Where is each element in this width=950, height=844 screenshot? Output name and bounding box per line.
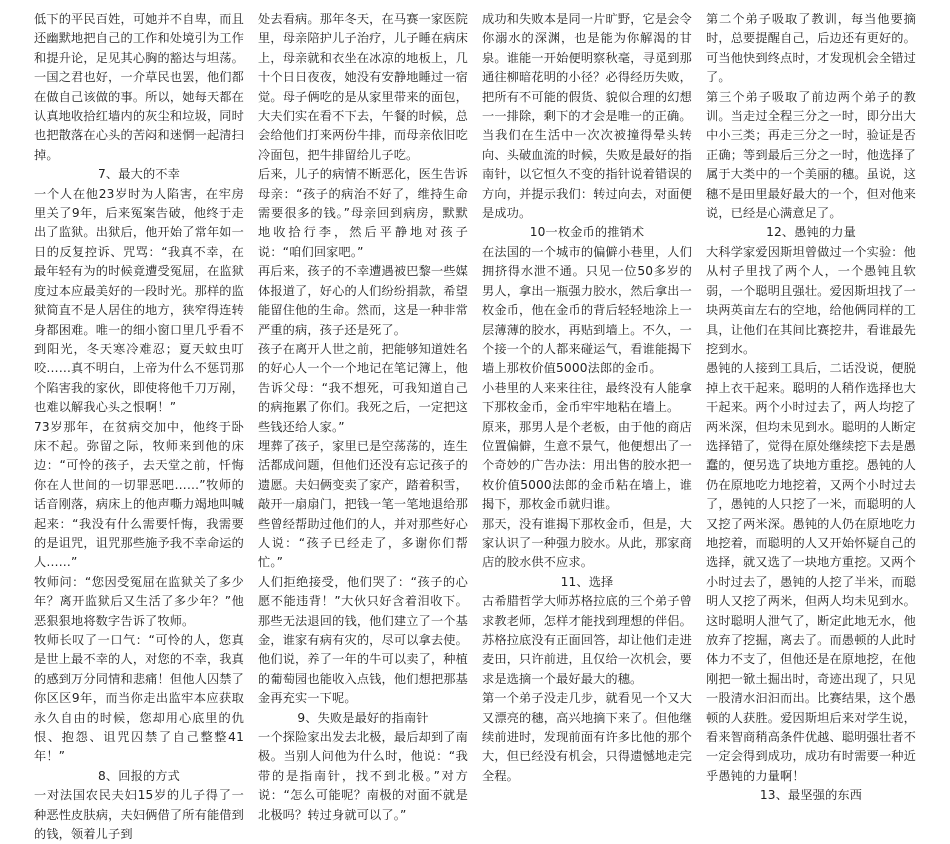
paragraph: 原来，那男人是个老板，由于他的商店位置偏僻，生意不景气，他便想出了一个奇妙的广告办法：用出售的胶水把一枚价值5000法郎的金币粘在墙上，谁揭下，那枚金币就归谁。	[482, 419, 692, 512]
section-heading: 13、最坚强的东西	[759, 788, 863, 803]
paragraph: 孩子在离开人世之前，把能够知道姓名的好心人一个一个地记在笔记簿上，他告诉父母：“我不想死，可我知道自己的病拖累了你们。我死之后，一定把这些钱还给人家。”	[258, 341, 468, 434]
paragraph: 当我们在生活中一次次被撞得晕头转向、头破血流的时候，失败是最好的指南针，以它恒久不变的指针说着错误的方向，并提示我们：转过向去，对面便是成功。	[482, 128, 692, 221]
paragraph: 第三个弟子吸取了前边两个弟子的教训。当走过全程三分之一时，即分出大中小三类；再走三分之一时，验证是否正确；等到最后三分之一时，他选择了属于大类中的一个美丽的穗。虽说，这穗不是田里最好最大的一个，但对他来说，已经是心满意足了。	[706, 89, 916, 221]
section-heading: 12、愚钝的力量	[766, 225, 856, 240]
section-heading: 10一枚金币的推销术	[529, 225, 645, 240]
paragraph: 那天，没有谁揭下那枚金币，但是，大家认识了一种强力胶水。从此，那家商店的胶水供不应求。	[482, 516, 692, 570]
paragraph: 处去看病。那年冬天，在马赛一家医院里，母亲陪护儿子治疗，儿子睡在病床上，母亲就和衣坐在冰凉的地板上，几十个日日夜夜，她没有安静地睡过一宿觉。母子俩吃的是从家里带来的面包，大夫们实在看不下去，午餐的时候，总会给他们打来两份牛排，而母亲依旧吃冷面包，把牛排留给儿子吃。	[258, 12, 468, 162]
section-heading: 9、失败是最好的指南针	[297, 710, 429, 725]
paragraph: 低下的平民百姓，可她并不自卑，而且还幽默地把自己的工作和处境引为工作和提升论，足见其心胸的豁达与坦荡。一国之君也好，一介草民也罢，他们都在做自己该做的事。所以，她每天都在认真地收拾红墙内的灰尘和垃圾，同时也把散落在心头的苦闷和迷惘一起清扫掉。	[34, 12, 244, 162]
paragraph: 后来，儿子的病情不断恶化，医生告诉母亲：“孩子的病治不好了，维持生命需要很多的钱。”母亲回到病房，默默地收拾行李，然后平静地对孩子说：“咱们回家吧。”	[258, 167, 468, 259]
section-heading: 11、选择	[560, 574, 614, 589]
text-column-3	[482, 10, 692, 786]
paragraph: 成功和失败本是同一片旷野，它是会令你溺水的深渊，也是能为你解渴的甘泉。谁能一开始便明察秋毫，寻觅到那通往柳暗花明的小径？必得经历失败，把所有不可能的假货、貌似合理的幻想一一排除，剩下的才会是唯一的正确。	[482, 12, 692, 124]
paragraph: 愚钝的人接到工具后，二话没说，便脱掉上衣干起来。聪明的人稍作选择也大干起来。两个小时过去了，两人均挖了两米深，但均未见到水。聪明的人断定选择错了，觉得在原处继续挖下去是愚蠢的，便另选了块地方重挖。愚钝的人仍在原地吃力地挖着，又两个小时过去了，愚钝的人只挖了一米，而聪明的人又挖了两米深。愚钝的人仍在原地吃力地挖着，而聪明的人又开始怀疑自己的选择，就又选了一块地方重挖。又两个小时过去了，愚钝的人挖了半米，而聪明人又挖了两米，但两人均未见到水。这时聪明人泄气了，断定此地无水，他放弃了挖掘，离去了。而愚顿的人此时体力不支了，但他还是在原地挖，在他刚把一锨土掘出时，奇迹出现了，只见一股清水汩汩而出。比赛结果，这个愚顿的人获胜。爱因斯坦后来对学生说，看来智商稍高条件优越、聪明强壮者不一定会得到成功，成功有时需要一种近乎愚钝的力量啊！	[706, 361, 916, 783]
paragraph: 古希腊哲学大师苏格拉底的三个弟子曾求教老师，怎样才能找到理想的伴侣。苏格拉底没有正面回答，却让他们走进麦田，只许前进，且仅给一次机会，要求是选摘一个最好最大的穗。	[482, 594, 692, 686]
paragraph: 在法国的一个城市的偏僻小巷里，人们拥挤得水泄不通。只见一位50多岁的男人，拿出一瓶强力胶水，然后拿出一枚金币，他在金币的背后轻轻地涂上一层薄薄的胶水，再贴到墙上。不久，一个接一个的人都来碰运气，看谁能揭下墙上那枚价值5000法郎的金币。	[482, 244, 692, 376]
paragraph: 73岁那年，在贫病交加中，他终于卧床不起。弥留之际，牧师来到他的床边：“可怜的孩子，去天堂之前，忏悔你在人世间的一切罪恶吧……”牧师的话音刚落，病床上的他声嘶力竭地叫喊起来：“我没有什么需要忏悔，我需要的是诅咒，诅咒那些施予我不幸命运的人……”	[34, 419, 244, 570]
paragraph: 第二个弟子吸取了教训，每当他要摘时，总要提醒自己，后边还有更好的。可当他快到终点时，才发现机会全错过了。	[706, 12, 916, 85]
paragraph: 一个人在他23岁时为人陷害，在牢房里关了9年，后来冤案告破，他终于走出了监狱。出狱后，他开始了常年如一日的反复控诉、咒骂：“我真不幸，在最年轻有为的时候竟遭受冤屈，在监狱度过本应最美好的一段时光。那样的监狱简直不是人居住的地方，狭窄得连转身都困难。唯一的细小窗口里几乎看不到阳光，冬天寒冷难忍；夏天蚊虫叮咬……真不明白，上帝为什么不惩罚那个陷害我的家伙，即使将他千刀万剐，也难以解我心头之恨啊！”	[34, 186, 244, 415]
paragraph: 小巷里的人来来往往，最终没有人能拿下那枚金币，金币牢牢地粘在墙上。	[482, 380, 692, 415]
section-heading: 7、最大的不幸	[98, 167, 180, 182]
text-column-2	[258, 10, 468, 825]
text-column-1	[34, 10, 244, 844]
section-heading: 8、回报的方式	[98, 768, 180, 783]
paragraph: 第一个弟子没走几步，就看见一个又大又漂亮的穗，高兴地摘下来了。但他继续前进时，发现前面有许多比他的那个大，但已经没有机会，只得遗憾地走完全程。	[482, 691, 692, 783]
paragraph: 牧师问：“您因受冤屈在监狱关了多少年？离开监狱后又生活了多少年？”他恶狠狠地将数字告诉了牧师。	[34, 574, 244, 628]
paragraph: 埋葬了孩子，家里已是空荡荡的，连生活都成问题，但他们还没有忘记孩子的遗愿。夫妇俩变卖了家产，踏着积雪，敲开一扇扇门，把钱一笔一笔地退给那些曾经帮助过他们的人，并对那些好心人说：“孩子已经走了，多谢你们帮忙。”	[258, 438, 468, 570]
text-column-4	[706, 10, 916, 806]
paragraph: 一个探险家出发去北极，最后却到了南极。当别人问他为什么时，他说：“我带的是指南针，找不到北极。”对方说：“怎么可能呢？南极的对面不就是北极吗？转过身就可以了。”	[258, 730, 468, 822]
paragraph: 牧师长叹了一口气：“可怜的人，您真是世上最不幸的人，对您的不幸，我真的感到万分同情和悲痛！但他人囚禁了你区区9年，而当你走出监牢本应获取永久自由的时候，您却用心底里的仇恨、抱怨、诅咒囚禁了自己整整41年！”	[34, 633, 244, 764]
paragraph: 再后来，孩子的不幸遭遇被巴黎一些媒体报道了，好心的人们纷纷捐款，希望能留住他的生命。然而，这是一种非常严重的病，孩子还是死了。	[258, 264, 468, 337]
paragraph: 一对法国农民夫妇15岁的儿子得了一种恶性皮肤病，夫妇俩借了所有能借到的钱，领着儿子到	[34, 788, 244, 842]
paragraph: 大科学家爱因斯坦曾做过一个实验：他从村子里找了两个人，一个愚钝且软弱，一个聪明且强壮。爱因斯坦找了一块两英亩左右的空地，给他俩同样的工具，让他们在其间比赛挖井，看谁最先挖到水。	[706, 244, 916, 356]
paragraph: 人们拒绝接受，他们哭了：“孩子的心愿不能违背！”大伙只好含着泪收下。那些无法退回的钱，他们建立了一个基金，谁家有病有灾的，尽可以拿去使。他们说，养了一年的牛可以卖了，种植的葡萄园也能收入点钱，他们想把那基金再充实一下呢。	[258, 574, 468, 706]
